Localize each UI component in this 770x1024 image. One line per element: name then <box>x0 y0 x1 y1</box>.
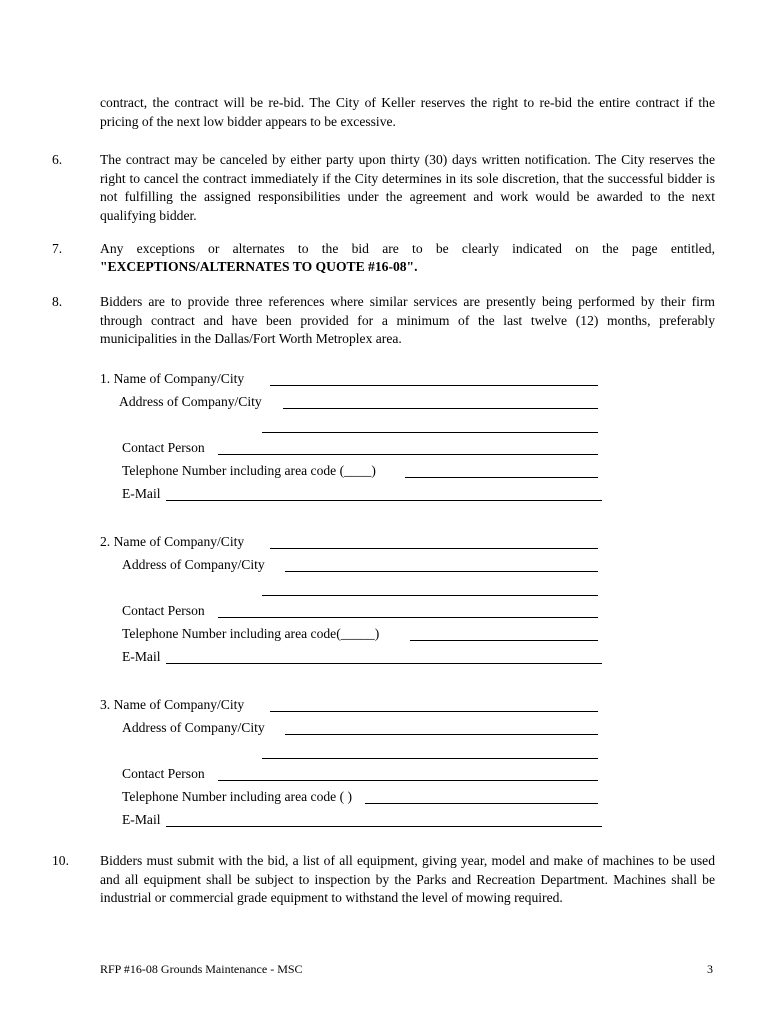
ref1-email-field[interactable] <box>166 500 602 501</box>
ref3-address-label: Address of Company/City <box>122 720 265 735</box>
item-7-number: 7. <box>52 241 63 256</box>
ref3-phone-field[interactable] <box>365 803 598 804</box>
ref2-name-field[interactable] <box>270 548 598 549</box>
ref3-email-label: E-Mail <box>122 812 161 827</box>
item-7-text: Any exceptions or alternates to the bid are to be clearly indicated on the page entitled, <box>100 241 715 256</box>
item-10-text: Bidders must submit with the bid, a list of all equipment, giving year, model and make of machines to be used and all equipment shall be subject to inspection by the Parks and Recreation Department. Machines shall be industrial or commercial grade equipment to withstand the level of mowing required. <box>100 853 715 905</box>
ref3-address-field-line2[interactable] <box>262 758 598 759</box>
ref2-area-code-blank[interactable]: (_____) <box>336 626 380 641</box>
ref2-contact-field[interactable] <box>218 617 598 618</box>
ref1-phone-label: Telephone Number including area code (____) <box>122 463 376 478</box>
intro-paragraph: contract, the contract will be re-bid. The City of Keller reserves the right to re-bid the entire contract if the pricing of the next low bidder appears to be excessive. <box>100 95 715 129</box>
item-10-number: 10. <box>52 853 69 868</box>
ref1-area-code-blank[interactable]: (____) <box>339 463 376 478</box>
ref1-email-label: E-Mail <box>122 486 161 501</box>
footer-document-title: RFP #16-08 Grounds Maintenance - MSC <box>100 962 303 976</box>
ref3-email-field[interactable] <box>166 826 602 827</box>
item-6-number: 6. <box>52 152 63 167</box>
ref1-address-field[interactable] <box>283 408 598 409</box>
ref2-email-label: E-Mail <box>122 649 161 664</box>
ref1-contact-field[interactable] <box>218 454 598 455</box>
ref2-address-field-line2[interactable] <box>262 595 598 596</box>
footer-page-number: 3 <box>707 962 713 976</box>
ref3-name-field[interactable] <box>270 711 598 712</box>
ref2-address-field[interactable] <box>285 571 598 572</box>
item-6-text: The contract may be canceled by either party upon thirty (30) days written notification. The City reserves the right to cancel the contract immediately if the City determines in its sole discretion, that the successful bidder is not fulfilling the assigned responsibilities under the agreement and work would be awarded to the next qualifying bidder. <box>100 152 715 223</box>
ref1-name-field[interactable] <box>270 385 598 386</box>
item-7-bold-title: "EXCEPTIONS/ALTERNATES TO QUOTE #16-08". <box>100 259 418 274</box>
ref3-address-field[interactable] <box>285 734 598 735</box>
ref1-name-label: 1. Name of Company/City <box>100 371 245 386</box>
item-8-text: Bidders are to provide three references where similar services are presently being performed by their firm through contract and have been provided for a minimum of the last twelve (12) months, preferably municipalities in the Dallas/Fort Worth Metroplex area. <box>100 294 715 346</box>
ref2-name-label: 2. Name of Company/City <box>100 534 245 549</box>
ref2-address-label: Address of Company/City <box>122 557 265 572</box>
ref1-phone-field[interactable] <box>405 477 598 478</box>
ref2-email-field[interactable] <box>166 663 602 664</box>
ref1-contact-label: Contact Person <box>122 440 205 455</box>
ref2-phone-field[interactable] <box>410 640 598 641</box>
ref1-address-field-line2[interactable] <box>262 432 598 433</box>
ref1-address-label: Address of Company/City <box>119 394 262 409</box>
ref3-contact-field[interactable] <box>218 780 598 781</box>
item-8-number: 8. <box>52 294 63 309</box>
ref3-phone-label: Telephone Number including area code ( ) <box>122 789 353 804</box>
ref3-contact-label: Contact Person <box>122 766 205 781</box>
ref3-name-label: 3. Name of Company/City <box>100 697 245 712</box>
ref3-area-code-blank[interactable]: ( ) <box>339 789 353 804</box>
ref2-phone-label: Telephone Number including area code(_____) <box>122 626 380 641</box>
ref2-contact-label: Contact Person <box>122 603 205 618</box>
